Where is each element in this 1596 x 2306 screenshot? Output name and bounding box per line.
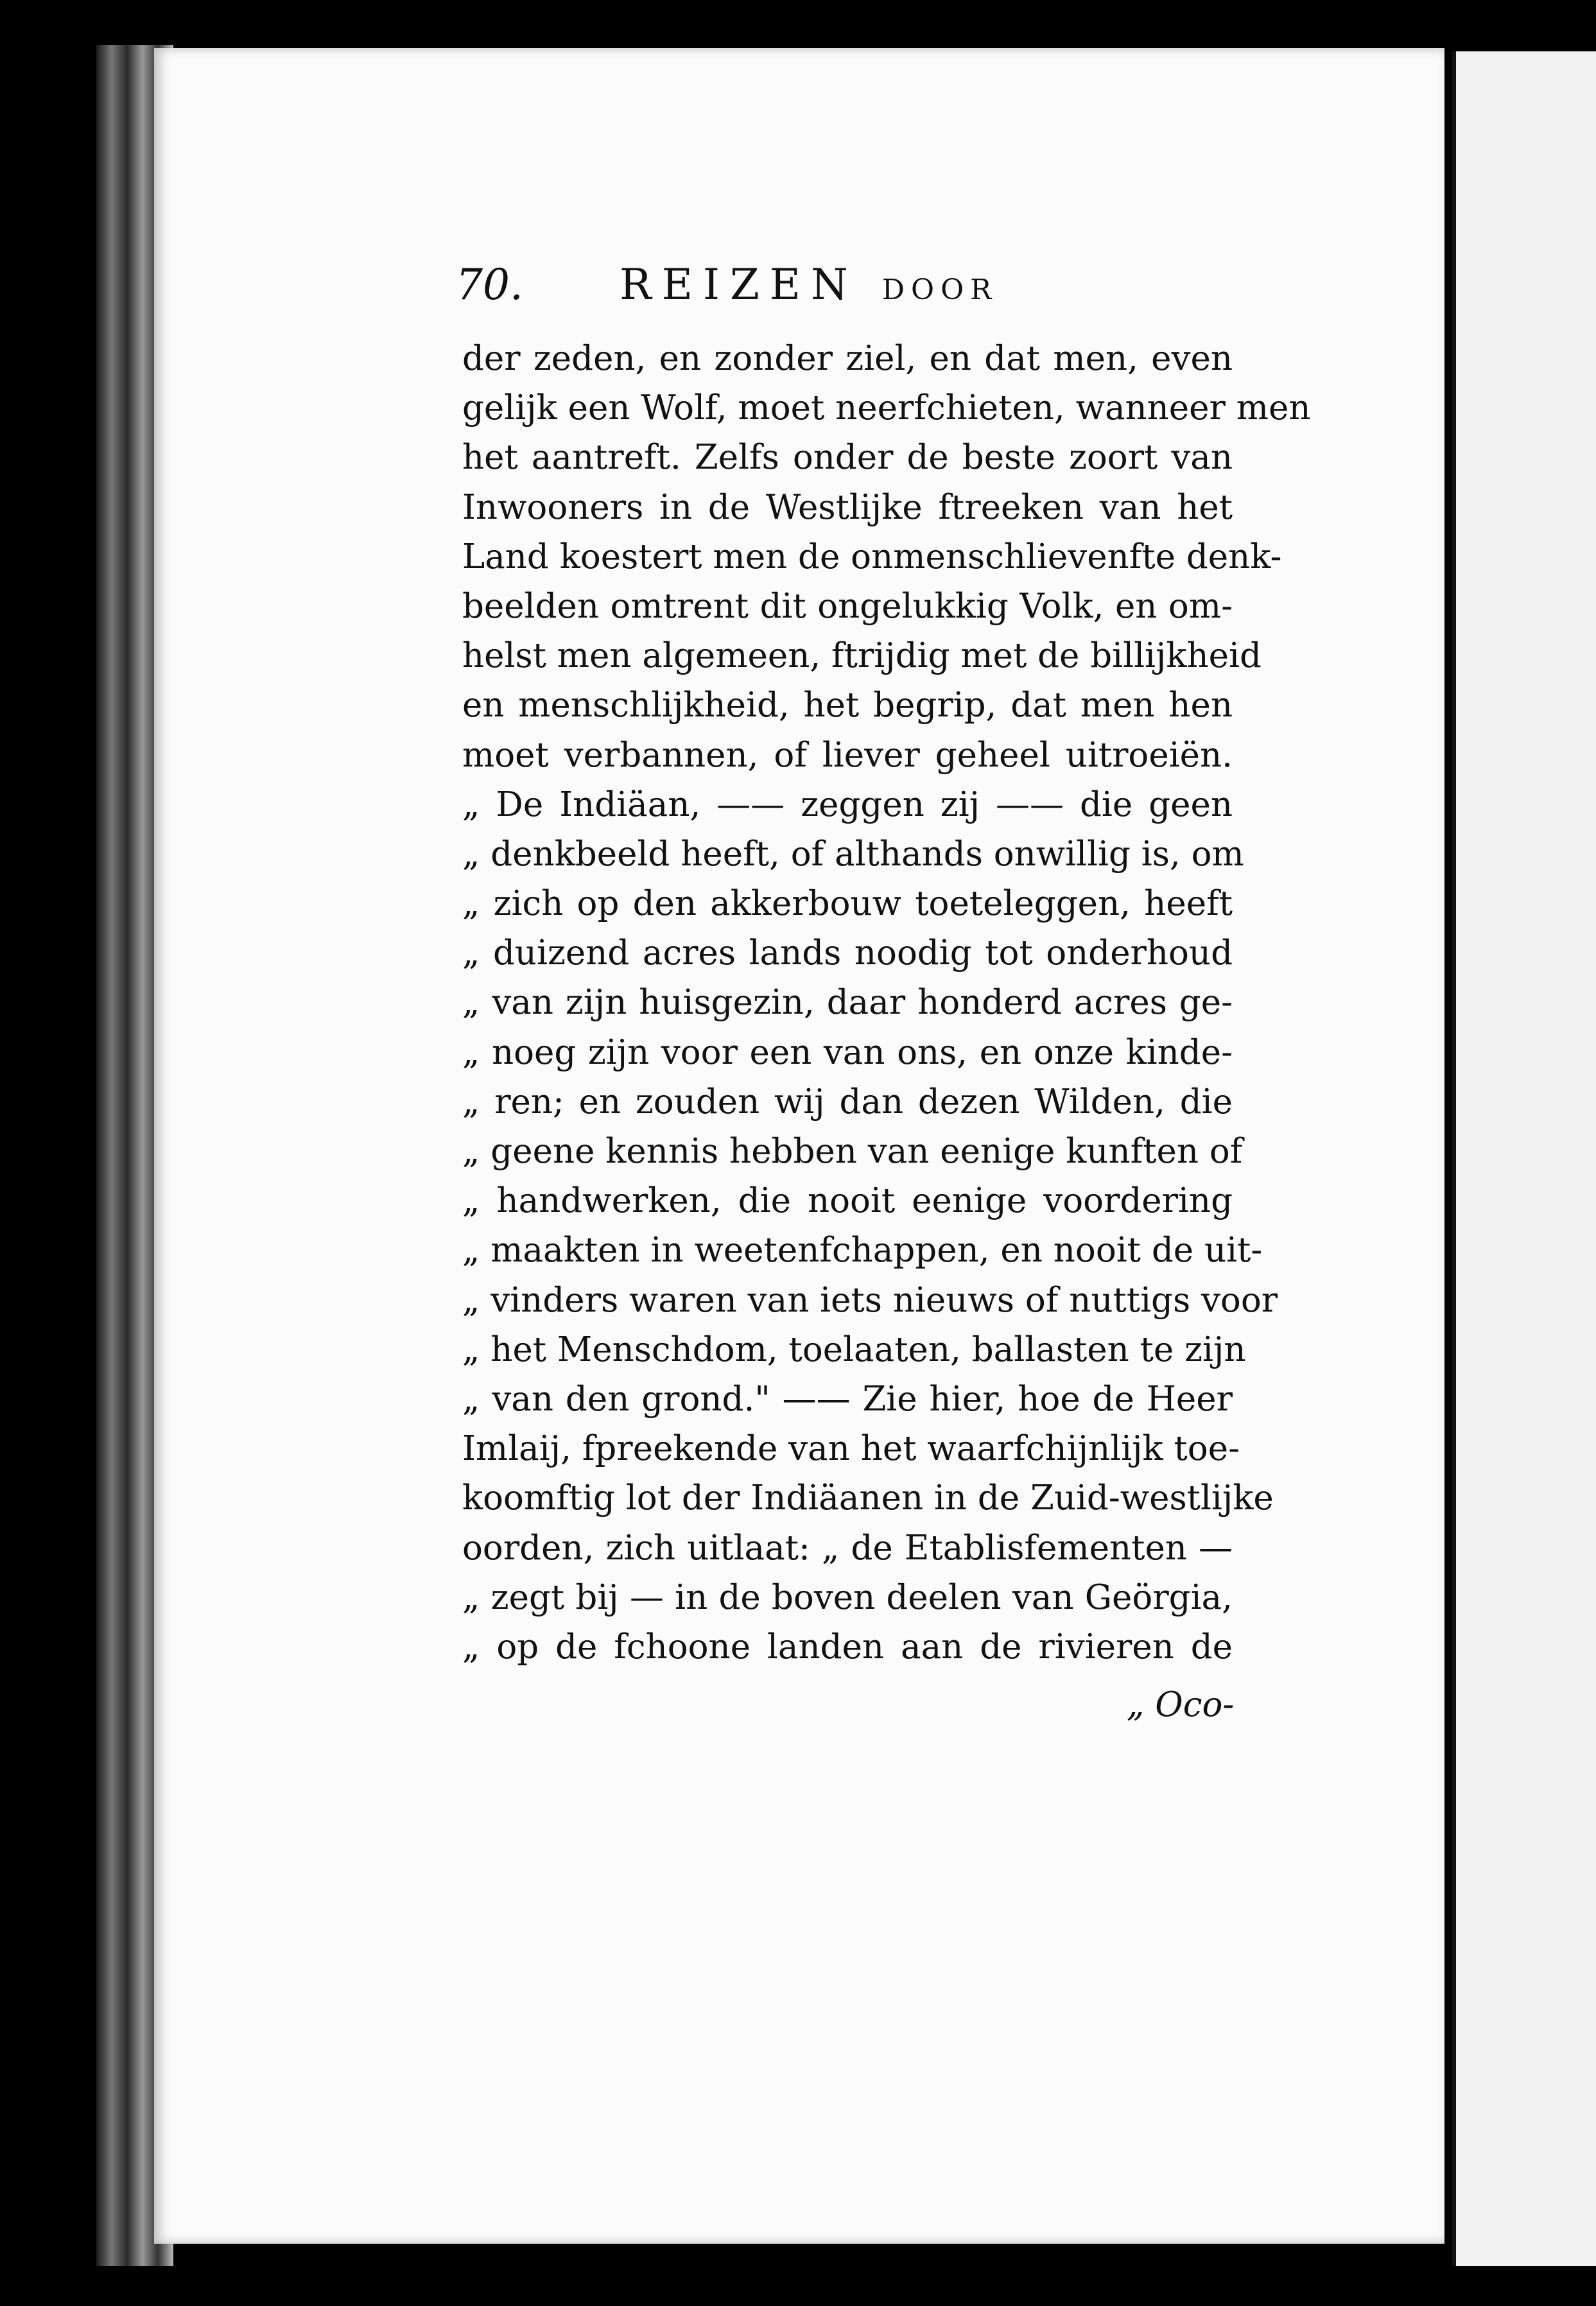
text-line: „ De Indiäan, —— zeggen zij —— die geen <box>462 785 1233 824</box>
text-line: „ zich op den akkerbouw toeteleggen, heeft <box>462 884 1233 924</box>
text-line: „ geene kennis hebben van eenige kunften of <box>462 1132 1243 1171</box>
text-line: „ van den grond." —— Zie hier, hoe de Heer <box>462 1379 1233 1419</box>
text-line: gelijk een Wolf, moet neerfchieten, wanneer men <box>462 388 1311 428</box>
running-title-small: DOOR <box>881 273 998 306</box>
text-line: „ handwerken, die nooit eenige voordering <box>462 1181 1233 1221</box>
text-line: en menschlijkheid, het begrip, dat men hen <box>462 686 1233 725</box>
text-line: der zeden, en zonder ziel, en dat men, even <box>462 339 1233 378</box>
text-line: „ het Menschdom, toelaaten, ballasten te zijn <box>462 1330 1246 1369</box>
text-line: „ vinders waren van iets nieuws of nuttigs voor <box>462 1280 1278 1320</box>
text-line: beelden omtrent dit ongelukkig Volk, en om- <box>462 586 1233 626</box>
text-line: het aantreft. Zelfs onder de beste zoort van <box>462 438 1233 478</box>
text-line: „ zegt bij — in de boven deelen van Geörgia, <box>462 1577 1233 1617</box>
running-title-main: REIZEN <box>620 260 858 309</box>
text-line: helst men algemeen, ftrijdig met de billijkheid <box>462 636 1262 676</box>
text-line: „ noeg zijn voor een van ons, en onze kinde- <box>462 1032 1233 1072</box>
text-line: koomftig lot der Indiäanen in de Zuid-westlijke <box>462 1478 1274 1518</box>
text-line: „ van zijn huisgezin, daar honderd acres ge- <box>462 983 1233 1023</box>
text-line: Land koestert men de onmenschlievenfte denk- <box>462 537 1282 576</box>
text-line: Imlaij, fpreekende van het waarfchijnlijk toe- <box>462 1429 1240 1469</box>
body-text <box>462 334 1311 1672</box>
text-line: „ ren; en zouden wij dan dezen Wilden, die <box>462 1082 1233 1122</box>
text-line: „ maakten in weetenfchappen, en nooit de uit- <box>462 1231 1263 1270</box>
page-header <box>456 260 1271 318</box>
text-line: Inwooners in de Westlijke ftreeken van het <box>462 487 1233 527</box>
text-line: moet verbannen, of liever geheel uitroeiën. <box>462 735 1233 775</box>
text-line: oorden, zich uitlaat: „ de Etablisfementen — <box>462 1528 1233 1568</box>
text-line: „ op de fchoone landen aan de rivieren de <box>462 1627 1233 1667</box>
text-line: „ duizend acres lands noodig tot onderhoud <box>462 933 1233 973</box>
text-line: „ denkbeeld heeft, of althands onwillig is, om <box>462 834 1244 874</box>
running-title <box>620 260 998 309</box>
page-number: 70. <box>456 260 523 309</box>
catchword: „ Oco- <box>1127 1685 1235 1724</box>
facing-page-edge <box>1452 51 1596 2266</box>
